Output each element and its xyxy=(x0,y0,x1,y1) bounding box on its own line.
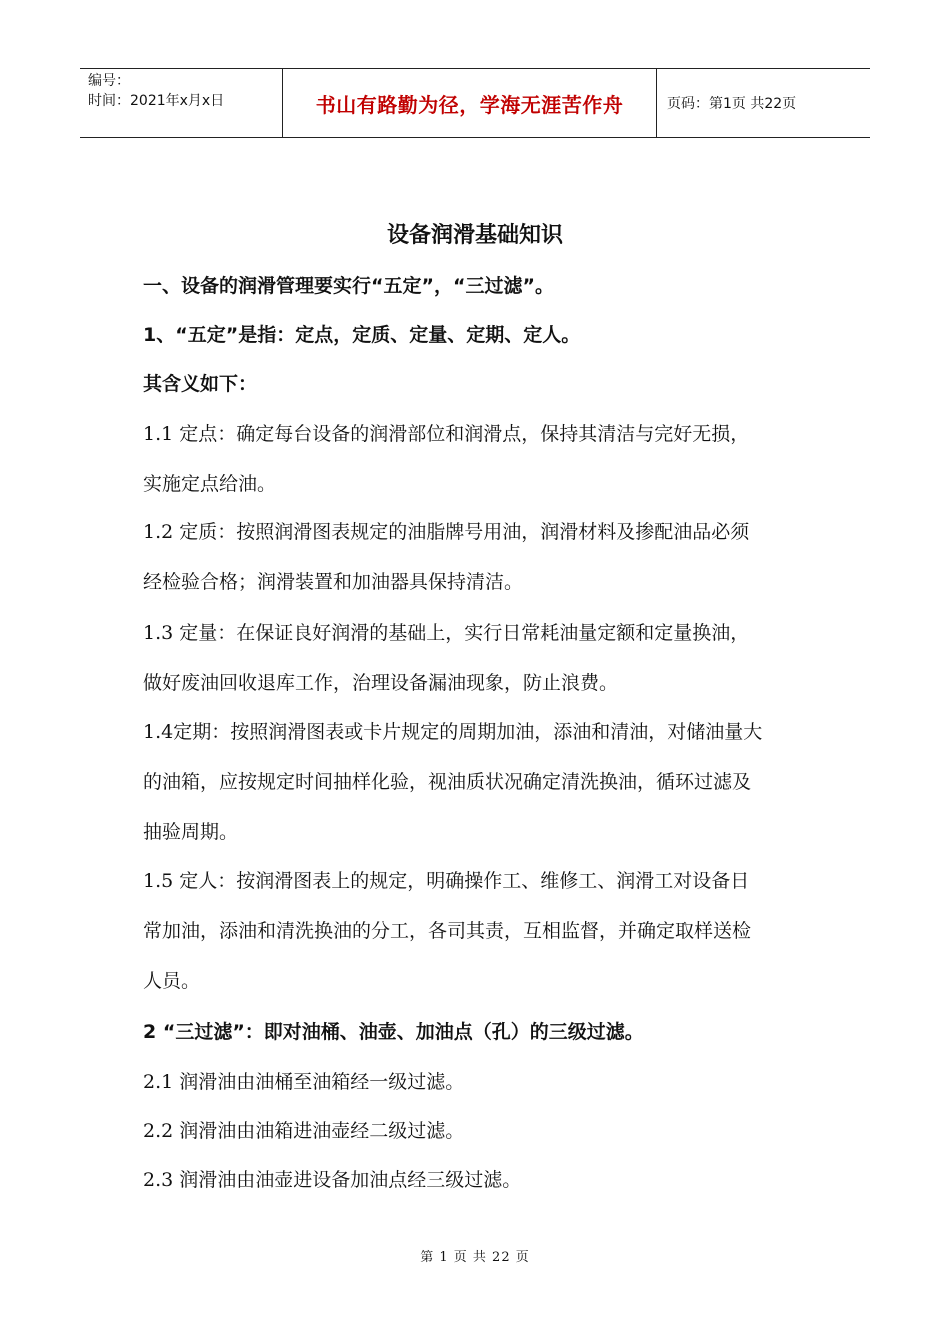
paragraph-line: 1.5 定人：按润滑图表上的规定，明确操作工、维修工、润滑工对设备日 xyxy=(143,870,750,892)
section-heading-2: 1、“五定”是指：定点，定质、定量、定期、定人。 xyxy=(143,324,581,346)
document-title: 设备润滑基础知识 xyxy=(386,223,563,248)
paragraph-line: 1.2 定质：按照润滑图表规定的油脂牌号用油，润滑材料及掺配油品必须 xyxy=(143,521,750,543)
paragraph-line: 抽验周期。 xyxy=(143,821,239,843)
header-number: 编号： xyxy=(88,73,130,89)
paragraph-line: 常加油，添油和清洗换油的分工，各司其责，互相监督，并确定取样送检 xyxy=(143,920,752,942)
paragraph-line: 1.4定期：按照润滑图表或卡片规定的周期加油，添油和清油，对储油量大 xyxy=(143,721,763,743)
paragraph-line: 1.3 定量：在保证良好润滑的基础上，实行日常耗油量定额和定量换油， xyxy=(143,622,750,644)
paragraph-line: 实施定点给油。 xyxy=(143,473,277,495)
section-heading-1: 一、设备的润滑管理要实行“五定”，“三过滤”。 xyxy=(143,275,554,297)
paragraph-line: 1.1 定点：确定每台设备的润滑部位和润滑点，保持其清洁与完好无损， xyxy=(143,423,750,445)
document-header xyxy=(80,68,870,138)
paragraph-line: 2.2 润滑油由油箱进油壶经二级过滤。 xyxy=(143,1120,465,1142)
header-motto: 书山有路勤为径，学海无涯苦作舟 xyxy=(282,69,657,137)
section-heading-4: 2 “三过滤”：即对油桶、油壶、加油点（孔）的三级过滤。 xyxy=(143,1021,644,1043)
section-heading-3: 其含义如下： xyxy=(143,373,258,395)
paragraph-line: 经检验合格；润滑装置和加油器具保持清洁。 xyxy=(143,571,524,593)
paragraph-line: 人员。 xyxy=(143,970,201,992)
page-footer: 第 1 页 共 22 页 xyxy=(420,1250,530,1265)
header-page-info: 页码：第1页 共22页 xyxy=(667,96,797,112)
paragraph-line: 2.3 润滑油由油壶进设备加油点经三级过滤。 xyxy=(143,1169,522,1191)
paragraph-line: 2.1 润滑油由油桶至油箱经一级过滤。 xyxy=(143,1071,465,1093)
header-meta xyxy=(80,69,282,137)
header-date: 时间：2021年x月x日 xyxy=(88,93,225,109)
paragraph-line: 做好废油回收退库工作，治理设备漏油现象，防止浪费。 xyxy=(143,672,619,694)
paragraph-line: 的油箱，应按规定时间抽样化验，视油质状况确定清洗换油，循环过滤及 xyxy=(143,771,752,793)
